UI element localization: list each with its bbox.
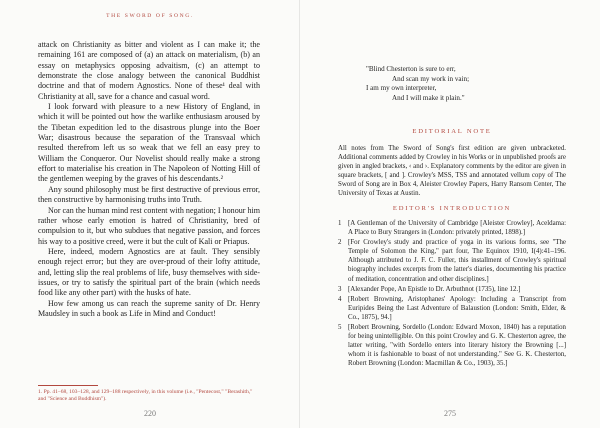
verse-line: "Blind Chesterton is sure to err, [366,65,456,73]
note-number: 5 [338,324,342,332]
paragraph: Nor can the human mind rest content with negation; I honour him rather whose early emotion is hatred of Christianity, bred of compulsion to it, but who subdues that negative passion, and forces his way to a positive creed, were it but the cult of Kali or Priapus. [38,205,260,246]
note-number: 3 [338,285,342,293]
note-number: 4 [338,295,342,303]
page-number: 275 [444,409,456,418]
right-page [300,0,600,428]
introduction-notes [338,219,566,370]
note-text: [A Gentleman of the University of Cambridge [Aleister Crowley], Aceldama: A Place to Bury Strangers in (London: privately printed, 1898).] [348,220,566,237]
paragraph: attack on Christianity as bitter and violent as I can make it; the remaining 161 are composed of (a) an attack on materialism, (b) an essay on metaphysics opposing advaitism, (c) an attempt to demonstrate the close analogy between the canonical Buddhist doctrine and that of modern Agnostics. None of these¹ deal with Christianity at all, save for a chance and casual word. [38,40,260,101]
paragraph: I look forward with pleasure to a new History of England, in which it will be pointed out how the warlike enthusiasm aroused by the Tibetan expedition led to the disastrous plunge into the Boer War; disastrous because the separation of the Transvaal which resulted therefrom left us so weak that we fell an easy prey to William the Conqueror. Our Novelist should really make a strong effort to materialise his creation in The Napoleon of Notting Hill of the gentlemen weeping by the graves of his descendants.² [38,102,260,184]
verse-line: And scan my work in vain; [392,74,470,83]
epigraph-verse [366,65,546,103]
editors-introduction-heading: EDITOR'S INTRODUCTION [392,205,512,212]
verse-line: I am my own interpreter, [366,84,437,93]
list-item [338,295,566,322]
note-text: [Alexander Pope, An Epistle to Dr. Arbuthnot (1735), line 12.] [348,285,521,293]
list-item [338,219,566,237]
verse-line: And I will make it plain." [392,93,465,102]
page-number: 220 [144,409,156,418]
left-body-text [38,40,260,319]
list-item [338,323,566,368]
editorial-note-text: All notes from The Sword of Song's first edition are given unbracketed. Additional comments added by Crowley in his Works or in unpublished proofs are given in angled brackets, ‹ and ›. Explanatory comments by the editor are given in square brackets, [ and ]. Crowley's MSS, TSS and annotated vellum copy of The Sword of Song are in Box 4, Aleister Crowley Papers, Harry Ransom Center, The University of Texas at Austin. [338,145,566,198]
list-item [338,238,566,283]
note-text: [Robert Browning, Sordello (London: Edward Moxon, 1840) has a reputation for being unintelligible. On this point Crowley and G. K. Chesterton agree, the latter writing, "with Sordello enters into literary history the Browning [...] whom it is fashionable to boast of not understanding." See G. K. Chesterton, Robert Browning (London: Macmillan & Co., 1903), 35.] [348,324,566,368]
footnote: 1. Pp. 41–68, 103–128, and 129–188 respectively, in this volume (i.e., "Pentecost," "Berashith," and "Science and Buddhism"). [38,389,253,403]
note-number: 1 [338,220,342,227]
note-text: [For Crowley's study and practice of yoga in its various forms, see "The Temple of Solomon the King," part four, The Equinox 1910, I(4):41–196. Although attributed to J. F. C. Fuller, this installment of Crowley's spiritual biography includes excerpts from the latter's diaries, documenting his practice of meditation, concentration and other disciplines.] [348,239,566,283]
paragraph: Here, indeed, modern Agnostics are at fault. They sensibly enough reject error; but they are over-proud of their lofty attitude, and, letting slip the real problems of life, busy themselves with side-issues, or try to satisfy the spiritual part of the brain (which needs food like any other part) with the husks of hate. [38,246,260,298]
list-item [338,285,566,294]
footnote-rule [38,385,98,386]
running-head: THE SWORD OF SONG. [106,13,194,19]
paragraph: How few among us can reach the supreme sanity of Dr. Henry Maudsley in such a book as Life in Mind and Conduct! [38,298,260,318]
note-number: 2 [338,239,342,247]
paragraph: Any sound philosophy must be first destructive of previous error, then constructive by harmonising truths into Truth. [38,184,260,205]
editorial-note-heading: EDITORIAL NOTE [412,128,492,135]
note-text: [Robert Browning, Aristophanes' Apology: Including a Transcript from Euripides Being the Last Adventure of Balaustion (London: Smith, Elder, & Co., 1875), 94.] [348,295,566,321]
